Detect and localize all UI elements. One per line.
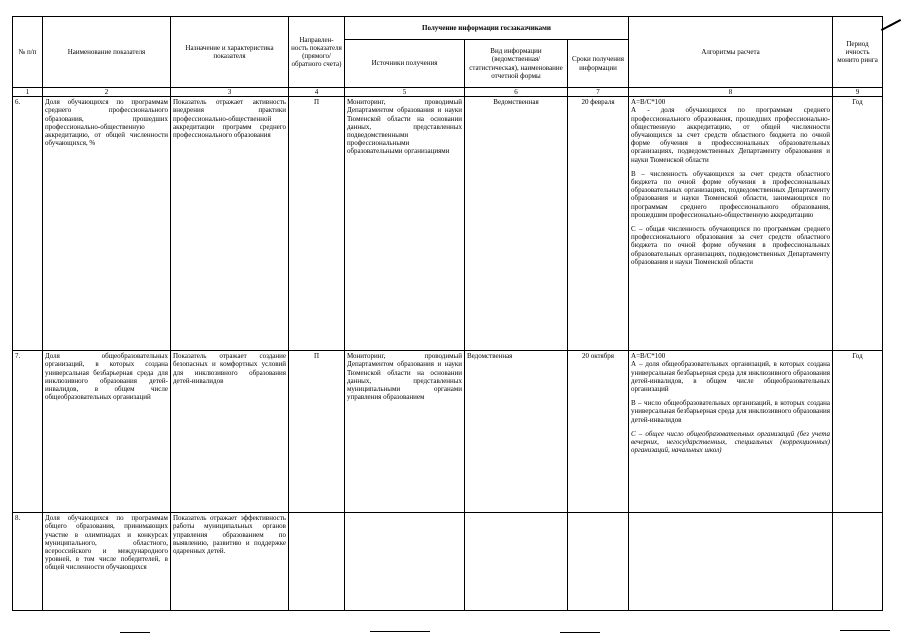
calc-formula: A=B/C*100 bbox=[631, 352, 666, 361]
indicator-purpose: Показатель отражает создание безопасных и комфортных условий для инклюзивного образования детей-инвалидов bbox=[171, 351, 289, 513]
col-number: 3 bbox=[171, 88, 289, 97]
header-col4: Направлен-ность показателя (прямого/обратного счета) bbox=[289, 17, 345, 88]
alg-definition-a: А – доля общеобразовательных организаций, в которых создана универсальная безбарьерная среда для инклюзивного образования детей-инвалидов, в общем числе общеобразовательных организаций bbox=[631, 360, 831, 394]
indicator-name: Доля обучающихся по программам общего образования, принимающих участие в олимпиадах и конкурсах муниципального, областного, всероссийского и международного уровней, в том числе победителей, в общей численности обучающихся bbox=[43, 513, 171, 611]
indicator-direction: П bbox=[289, 97, 345, 351]
indicator-purpose: Показатель отражает активность внедрения практики профессионально-общественной аккредитации программ среднего профессионального образования bbox=[171, 97, 289, 351]
column-number-row bbox=[13, 88, 883, 97]
alg-definition-b: В – число общеобразовательных организаций, в которых создана универсальная безбарьерная среда для инклюзивного образования детей-инвалидов bbox=[631, 399, 831, 424]
indicator-name: Доля общеобразовательных организаций, в которых создана универсальная безбарьерная среда для инклюзивного образования детей-инвалидов, в общем числе общеобразовательных организаций bbox=[43, 351, 171, 513]
indicator-purpose: Показатель отражает эффективность работы муниципальных органов управления образованием по выявлению, развитию и поддержке одаренных детей. bbox=[171, 513, 289, 611]
calc-algorithm bbox=[629, 351, 833, 513]
row-number: 8. bbox=[13, 513, 43, 611]
indicator-name: Доля обучающихся по программам среднего профессионального образования, прошедших профессионально-общественную аккредитацию, от общей численности обучающихся, % bbox=[43, 97, 171, 351]
info-source: Мониторинг, проводимый Департаментом образования и науки Тюменской области на основании данных, представленных муниципальными органами управления образованием bbox=[345, 351, 465, 513]
info-deadline: 20 октября bbox=[568, 351, 629, 513]
indicator-direction bbox=[289, 513, 345, 611]
row-number: 6. bbox=[13, 97, 43, 351]
header-col3: Назначение и характеристика показателя bbox=[171, 17, 289, 88]
info-deadline bbox=[568, 513, 629, 611]
row-number: 7. bbox=[13, 351, 43, 513]
col-number: 2 bbox=[43, 88, 171, 97]
header-col8: Алгоритмы расчета bbox=[629, 17, 833, 88]
table-row bbox=[13, 97, 883, 351]
monitoring-period: Год bbox=[833, 351, 883, 513]
col-number: 6 bbox=[465, 88, 568, 97]
col-number: 7 bbox=[568, 88, 629, 97]
info-type bbox=[465, 513, 568, 611]
col-number: 9 bbox=[833, 88, 883, 97]
header-group: Получение информации госзаказчиками bbox=[345, 17, 629, 40]
alg-definition-c: С – общая численность обучающихся по программам среднего профессионального образования за счет средств областного бюджета по очной форме обучения в профессиональных образовательных организациях, подведомственных Департаменту образования и науки Тюменской области bbox=[631, 225, 831, 266]
header-col7: Сроки получения информации bbox=[568, 40, 629, 88]
info-source bbox=[345, 513, 465, 611]
col-number: 4 bbox=[289, 88, 345, 97]
header-col2: Наименование показателя bbox=[43, 17, 171, 88]
info-deadline: 20 февраля bbox=[568, 97, 629, 351]
indicators-table bbox=[12, 16, 883, 611]
scan-mark bbox=[881, 19, 901, 31]
monitoring-period: Год bbox=[833, 97, 883, 351]
table-row bbox=[13, 513, 883, 611]
table-row bbox=[13, 351, 883, 513]
info-type: Ведомственная bbox=[465, 97, 568, 351]
scan-mark bbox=[840, 630, 890, 631]
col-number: 5 bbox=[345, 88, 465, 97]
alg-definition-b: В – численность обучающихся за счет средств областного бюджета по очной форме обучения в профессиональных образовательных организациях, подведомственных Департаменту образования и науки Тюменской области, занимающихся по программам среднего профессионального образования, прошедшим профессионально-общественную аккредитацию bbox=[631, 169, 831, 219]
indicator-direction: П bbox=[289, 351, 345, 513]
scan-mark bbox=[370, 631, 430, 632]
scan-mark bbox=[560, 632, 600, 633]
col-number: 1 bbox=[13, 88, 43, 97]
calc-algorithm bbox=[629, 513, 833, 611]
header-col9: Период ичность монито ринга bbox=[833, 17, 883, 88]
header-col5: Источники получения bbox=[345, 40, 465, 88]
alg-definition-a: А - доля обучающихся по программам среднего профессионального образования, прошедших профессионально-общественную аккредитацию, от общей численности обучающихся за счет средств областного бюджета по очной форме обучения в профессиональных образовательных организациях, подведомственных Департаменту образования и науки Тюменской области bbox=[631, 106, 831, 164]
col-number: 8 bbox=[629, 88, 833, 97]
calc-formula: A=B/C*100 bbox=[631, 98, 666, 107]
info-type: Ведомственная bbox=[465, 351, 568, 513]
alg-definition-c: С – общее число общеобразовательных организаций (без учета вечерних, негосударственных, специальных (коррекционных) организаций, начальных школ) bbox=[631, 429, 831, 455]
header-col6: Вид информации (ведомственная/ статистическая), наименование отчетной формы bbox=[465, 40, 568, 88]
scan-mark bbox=[120, 632, 150, 633]
header-row-1 bbox=[13, 17, 883, 40]
calc-algorithm bbox=[629, 97, 833, 351]
header-col1: № п/п bbox=[13, 17, 43, 88]
info-source: Мониторинг, проводимый Департаментом образования и науки Тюменской области на основании данных, представленных подведомственными профессиональными образовательными организациями bbox=[345, 97, 465, 351]
monitoring-period bbox=[833, 513, 883, 611]
